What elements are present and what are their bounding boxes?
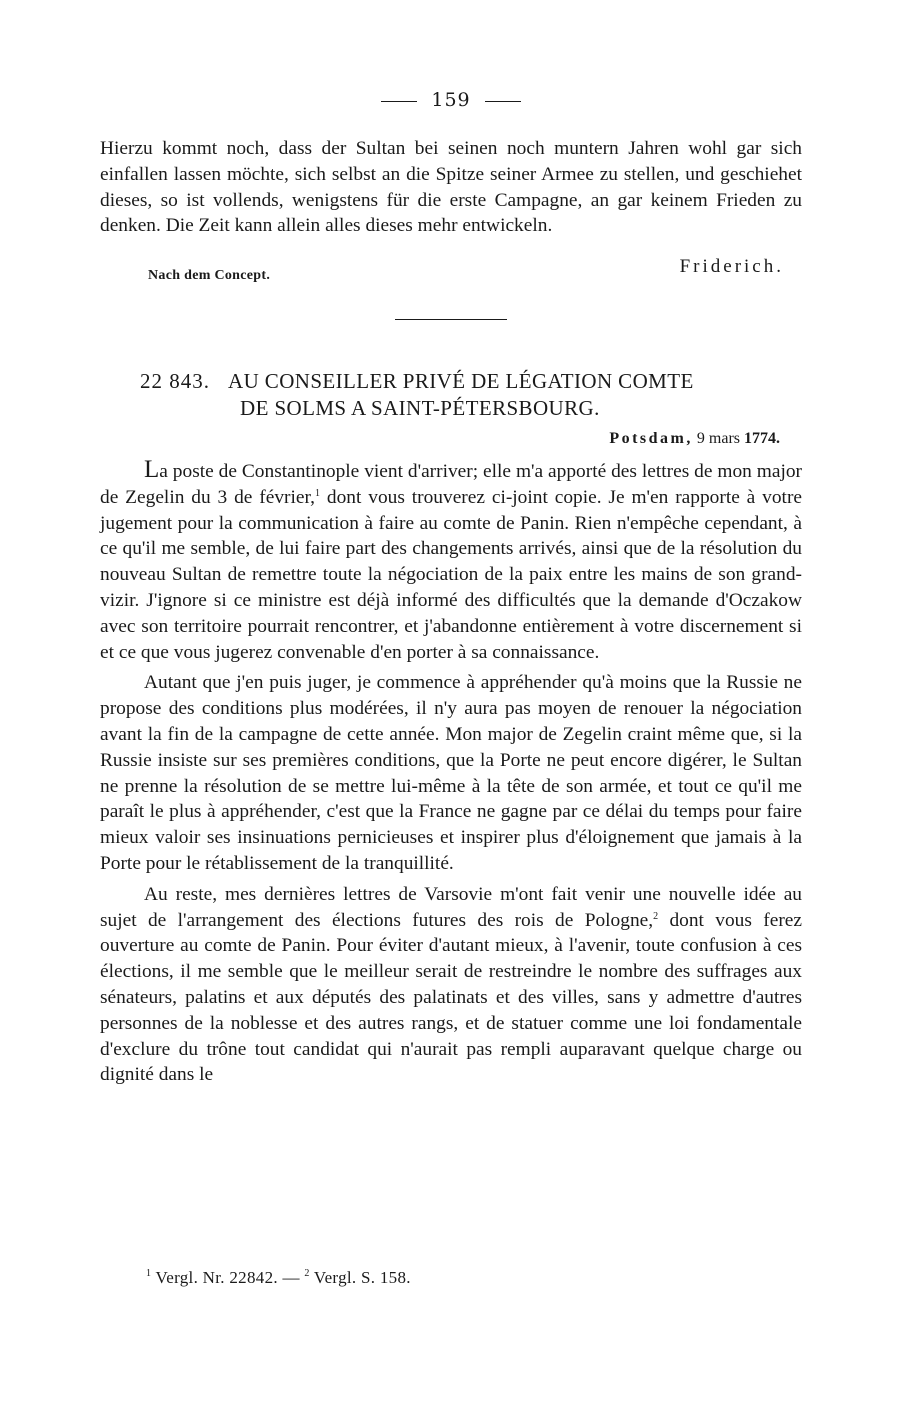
document-page xyxy=(100,0,802,1404)
date-year: 1774. xyxy=(744,430,780,447)
footnotes xyxy=(146,1268,411,1288)
footnote-ref-2: 2 xyxy=(653,910,659,922)
header-left-dash xyxy=(381,101,417,102)
closing-row xyxy=(100,250,802,290)
page-number: 159 xyxy=(431,89,471,111)
header-right-dash xyxy=(485,101,521,102)
paragraph-1-text-b: dont vous trouverez ci-joint copie. Je m'en rapporte à votre jugement pour la communication à faire au comte de Panin. Rien n'empêche cependant, à ce qu'il me semble, de lui faire part des changements arrivés, ainsi que de la résolution du nouveau Sultan de remettre toute la négociation de la paix entre les mains de son grand-vizir. J'ignore si ce ministre est déjà informé des difficultés que la demande d'Oczakow avec son territoire pourrait rencontrer, et j'abandonne entièrement à votre discernement si et ce que vous jugerez convenable d'en porter à sa connaissance. xyxy=(100,486,803,663)
dateline xyxy=(609,430,780,448)
paragraph-2: Autant que j'en puis juger, je commence à appréhender qu'à moins que la Russie ne propose des conditions plus modérées, il n'y aura pas moyen de renouer la négociation avant la fin de la campagne de cette année. Mon major de Zegelin craint même que, si la Russie insiste sur ses premières conditions, que la Porte ne peut encore digérer, le Sultan ne prenne la résolution de se mettre lui-même à la tête de son armée, et tout ce qu'il me paraît le plus à appréhender, c'est que la France ne gagne par ce délai du temps pour faire mieux valoir ses insinuations pernicieuses et inspirer plus d'éloignement que jamais à la Porte pour le rétablissement de la tranquillité. xyxy=(100,672,802,874)
date-day-month: 9 mars xyxy=(696,430,740,447)
source-note: Nach dem Concept. xyxy=(148,268,271,283)
paragraph-3 xyxy=(100,882,802,1088)
date-place: Potsdam, xyxy=(609,430,693,447)
letter-number: 22 843. xyxy=(140,369,210,393)
footnote-text-1: Vergl. Nr. 22842. — xyxy=(151,1268,305,1287)
signature: Friderich. xyxy=(679,256,784,277)
footnote-ref-1: 1 xyxy=(315,487,321,499)
paragraph-1-text-a: a poste de Constantinople vient d'arriver; elle m'a apporté des lettres de mon major de Zegelin du 3 de février, xyxy=(100,461,802,508)
footnote-mark-2: 2 xyxy=(304,1268,310,1279)
paragraph-3-text-b: dont vous ferez ouverture au comte de Panin. Pour éviter d'autant mieux, à l'avenir, toute confusion à ces élections, il me semble que le meilleur serait de restreindre le nombre des suffrages aux sénateurs, palatins et aux députés des palatinats et des villes, sans y admettre d'autres personnes de la noblesse et des autres rangs, et de statuer comme une loi fondamentale d'exclure du trône tout candidat qui n'aurait pas rempli auparavant quelque charge ou dignité dans le xyxy=(100,909,802,1086)
heading-line-1: AU CONSEILLER PRIVÉ DE LÉGATION COMTE xyxy=(228,369,694,393)
section-divider xyxy=(395,319,507,320)
paragraph-3-text-a: Au reste, mes dernières lettres de Varsovie m'ont fait venir une nouvelle idée au sujet de l'arrangement des élections futures des rois de Pologne, xyxy=(100,883,802,931)
letter-body xyxy=(100,457,802,1088)
drop-cap: L xyxy=(144,456,160,483)
continued-paragraph: Hierzu kommt noch, dass der Sultan bei seinen noch muntern Jahren wohl gar sich einfallen lassen möchte, sich selbst an die Spitze seiner Armee zu stellen, und geschiehet dieses, so ist vollends, wenigstens für die erste Campagne, an gar keinem Frieden zu denken. Die Zeit kann allein alles dieses mehr entwickeln. xyxy=(100,138,802,237)
footnote-text-2: Vergl. S. 158. xyxy=(309,1268,411,1287)
paragraph-1 xyxy=(100,457,802,665)
page-number-header xyxy=(100,89,802,111)
heading-line-2: DE SOLMS A SAINT-PÉTERSBOURG. xyxy=(240,396,600,420)
footnote-mark-1: 1 xyxy=(146,1268,152,1279)
